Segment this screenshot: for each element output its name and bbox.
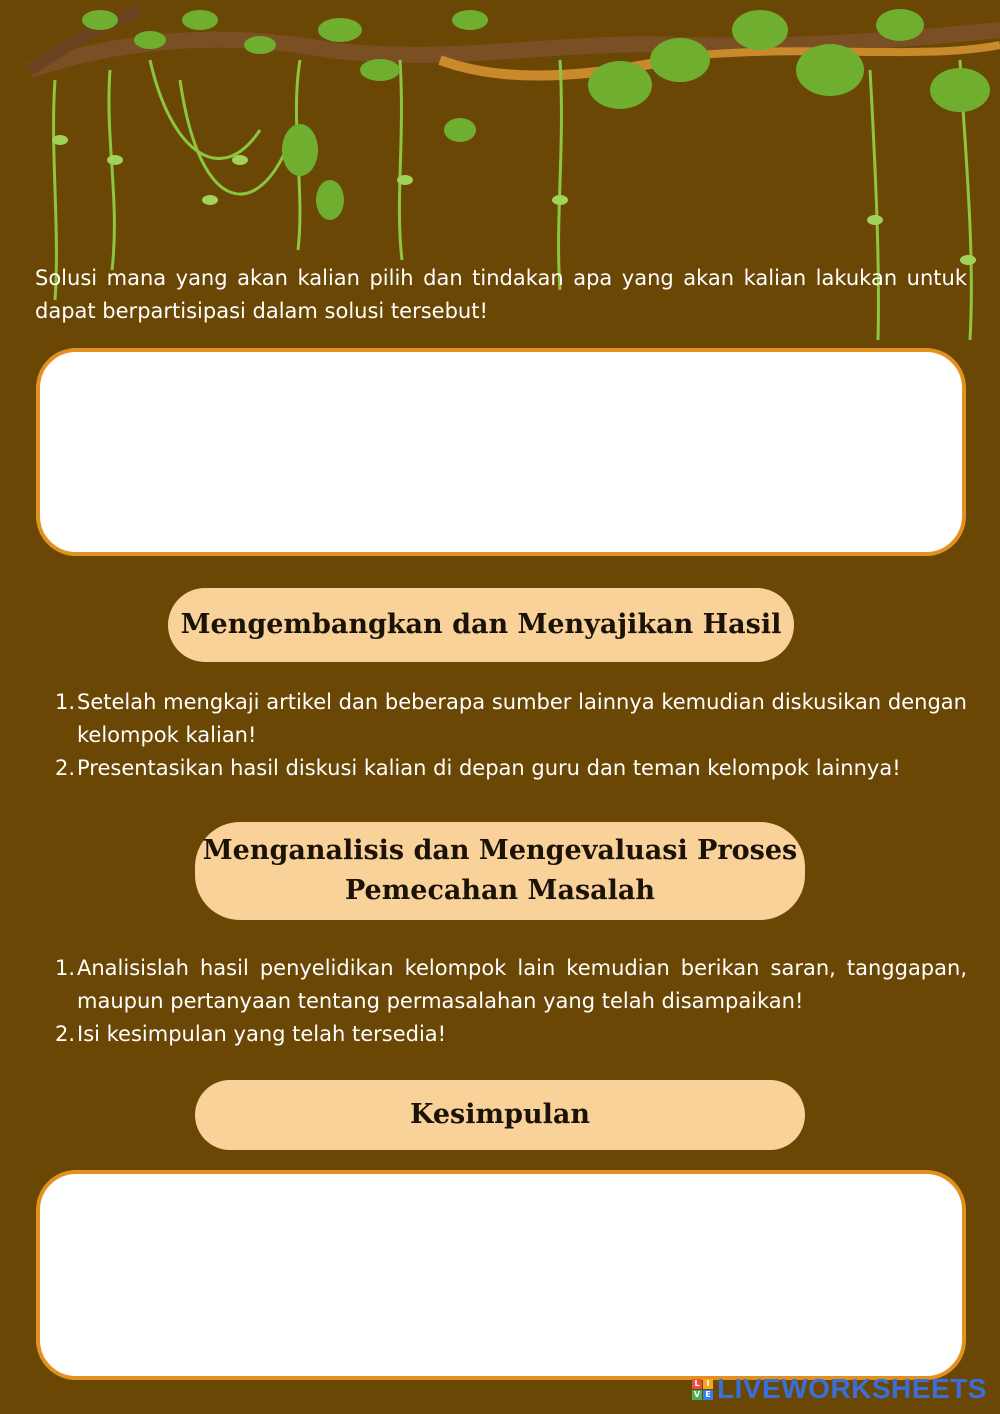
list-item-number: 2.	[54, 1022, 75, 1046]
answer-textbox-solution[interactable]	[36, 348, 966, 556]
list-item-number: 2.	[54, 756, 75, 780]
leaf-icon	[52, 135, 976, 265]
section-title-analyze	[195, 822, 805, 920]
develop-steps-list	[35, 686, 967, 785]
list-item	[35, 686, 967, 752]
analyze-steps-list	[35, 952, 967, 1051]
answer-textbox-conclusion[interactable]	[36, 1170, 966, 1380]
logo-letter: V	[693, 1389, 701, 1399]
section-title-analyze-line1: Menganalisis dan Mengevaluasi Proses	[202, 835, 798, 866]
list-item-text: Presentasikan hasil diskusi kalian di depan guru dan teman kelompok lainnya!	[77, 756, 901, 780]
liveworksheets-logo-icon	[692, 1379, 713, 1400]
list-item	[35, 1018, 967, 1051]
logo-letter: L	[692, 1379, 702, 1389]
logo-letter: I	[703, 1379, 713, 1389]
section-title-conclusion	[195, 1080, 805, 1150]
intro-instruction: Solusi mana yang akan kalian pilih dan tindakan apa yang akan kalian lakukan untuk dapat berpartisipasi dalam solusi tersebut!	[35, 266, 967, 323]
list-item-text: Analisislah hasil penyelidikan kelompok lain kemudian berikan saran, tanggapan, maupun pertanyaan tentang permasalahan yang telah disampaikan!	[77, 956, 967, 1013]
section-title-develop-text: Mengembangkan dan Menyajikan Hasil	[180, 609, 782, 640]
section-title-analyze-line2: Pemecahan Masalah	[344, 875, 656, 906]
liveworksheets-watermark	[692, 1374, 987, 1404]
list-item-number: 1.	[54, 690, 75, 714]
section-title-conclusion-text: Kesimpulan	[410, 1099, 590, 1130]
list-item	[35, 952, 967, 1018]
list-item-number: 1.	[54, 956, 75, 980]
list-item-text: Isi kesimpulan yang telah tersedia!	[77, 1022, 447, 1046]
section-title-develop	[168, 588, 794, 662]
list-item	[35, 752, 967, 785]
list-item-text: Setelah mengkaji artikel dan beberapa sumber lainnya kemudian diskusikan dengan kelompok kalian!	[77, 690, 967, 747]
logo-letter: E	[703, 1390, 713, 1400]
liveworksheets-wordmark: LIVEWORKSHEETS	[717, 1373, 987, 1404]
